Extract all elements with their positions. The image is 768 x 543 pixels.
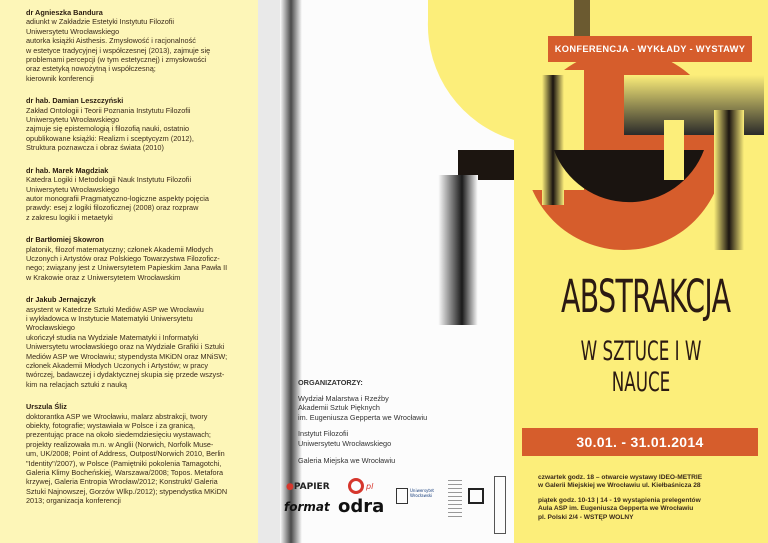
speaker-name: dr hab. Damian Leszczyński xyxy=(26,96,124,106)
schedule-thursday: czwartek godz. 18 – otwarcie wystawy IDEO-METRIE w Galerii Miejskiej we Wrocławiu ul. Kiełbaśnicza 28 xyxy=(538,474,703,490)
opl-logo xyxy=(348,478,364,494)
organizer-uni: Instytut Filozofii Uniwersytetu Wrocławskiego xyxy=(298,429,392,448)
uni-logo-text: Uniwersytet Wrocławski xyxy=(410,488,434,498)
sponsor-logos xyxy=(280,476,508,536)
odra-logo: odra xyxy=(338,496,385,517)
speaker-bio: Katedra Logiki i Metodologii Nauk Instytutu Filozofii Uniwersytetu Wrocławskiego autor monografii Pragmatyczno-logiczne aspekty pojęcia prawdy: esej z logiki filozoficznej (2008) oraz rozpraw z zakresu logiki i metaetyki xyxy=(26,175,209,222)
speaker-bandura xyxy=(26,8,250,83)
schedule-friday: piątek godz. 10-13 | 14 - 19 wystąpienia prelegentów Aula ASP im. Eugeniusza Gepperta we Wrocławiu pl. Polski 2/4 - WSTĘP WOLNY xyxy=(538,496,701,521)
title-panel xyxy=(514,0,768,543)
pl-text: pl xyxy=(366,482,374,491)
speaker-bio: Zakład Ontologii i Teorii Poznania Instytutu Filozofii Uniwersytetu Wrocławskiego zajmuje się epistemologią i filozofią nauki, ostatnio opublikowane książki: Realizm i sceptycyzm (2012), Struktura poznawcza i obraz świata (2010) xyxy=(26,105,194,153)
top-band xyxy=(514,0,768,36)
event-dates: 30.01. - 31.01.2014 xyxy=(522,428,758,456)
speaker-sliz xyxy=(26,402,250,505)
yellow-bar xyxy=(664,120,684,180)
speaker-name: dr Jakub Jernajczyk xyxy=(26,295,96,305)
title-line1: ABSTRAKCJA xyxy=(560,270,731,323)
speaker-bio: doktorantka ASP we Wrocławiu, malarz abstrakcji, twory obiekty, fotografie; wystawiała w Polsce i za granicą, prezentując prace na około siedemdziesięciu wystawach; projekty realizowała m.n. w Anglii (Norwich, Norfolk Muse- um, UK/2008; Point of Address, Outpost/Norwich 2010, Berlin "Identity"/2007), w Polsce (Pamiętniki pokolenia Tamagotchi, Galeria Klimy Bocheńskiej, Warszawa/2008; Topos. Metafora krzywej, Galeria Entropia Wrocław/2012; Konstrukt/ Galeria Sztuki Najnowszej, Gorzów Wlkp./2012); stypendystka MKiDN 2013; organizacja konferencji xyxy=(26,411,228,506)
speaker-magdziak xyxy=(26,166,250,222)
speaker-name: dr Bartłomiej Skowron xyxy=(26,235,104,245)
schedule-info xyxy=(538,474,702,528)
yellow-arc xyxy=(428,0,514,140)
event-type-banner: KONFERENCJA - WYKŁADY - WYSTAWY xyxy=(548,36,752,62)
speaker-jernajczyk xyxy=(26,295,250,389)
dark-stripe-1 xyxy=(542,75,564,205)
speaker-leszczynski xyxy=(26,96,250,152)
dark-stripe-2 xyxy=(714,110,744,250)
speaker-bio: asystent w Katedrze Sztuki Mediów ASP we Wrocławiu i wykładowca w Instytucie Matematyki Uniwersytetu Wrocławskiego ukończył studia na Wydziale Matematyki i Informatyki Uniwersytetu wrocławskiego oraz na Wydziale Grafiki i Sztuki Mediów ASP we Wrocławiu; stypendysta MKiDN oraz MNiSW; członek Akademii Młodych Uczonych i Artystów; w pracy twórczej, badawczej i dydaktycznej skupia się przede wszyst- kim na relacjach sztuki z nauką xyxy=(26,304,228,389)
papier-logo: ●PAPIER xyxy=(286,482,330,492)
gradient-bar xyxy=(438,175,478,325)
speaker-skowron xyxy=(26,235,250,282)
asp-logo xyxy=(448,480,462,518)
speaker-name: dr hab. Marek Magdziak xyxy=(26,165,109,175)
speaker-name: dr Agnieszka Bandura xyxy=(26,8,103,17)
speakers-panel xyxy=(0,0,258,543)
uni-crest-icon xyxy=(396,488,408,504)
format-logo: format xyxy=(284,500,330,514)
vertical-logo xyxy=(494,476,506,534)
organizers-list xyxy=(298,378,427,472)
title-line2: W SZTUCE I W NAUCE xyxy=(580,336,702,398)
organizer-galeria: Galeria Miejska we Wrocławiu xyxy=(298,455,396,465)
speaker-bio: adiunkt w Zakładzie Estetyki Instytutu Filozofii Uniwersytetu Wrocławskiego autorka książki Aisthesis. Zmysłowość i racjonalność w estetyce tradycyjnej i współczesnej (2013), zajmuje się problemami percepcji (w tym estetycznej) i zmysłowości oraz estetyką nowożytną i współczesną; kierownik konferencji xyxy=(26,17,211,83)
speaker-bio: platonik, filozof matematyczny; członek Akademii Młodych Uczonych i Artystów oraz Polskiego Towarzystwa Filozoficz- nego; związany jest z Uniwersytetem Papieskim Jana Pawła II w Krakowie oraz z Uniwersytetem Wrocławskim xyxy=(26,244,228,282)
organizers-header: ORGANIZATORZY: xyxy=(298,378,363,387)
speaker-name: Urszula Śliz xyxy=(26,402,67,412)
organizers-panel xyxy=(258,0,514,543)
organizer-asp: Wydział Malarstwa i Rzeźby Akademii Sztuk Pięknych im. Eugeniusza Gepperta we Wrocławiu xyxy=(298,393,428,422)
galeria-logo-icon xyxy=(468,488,484,504)
top-stripe xyxy=(574,0,590,36)
